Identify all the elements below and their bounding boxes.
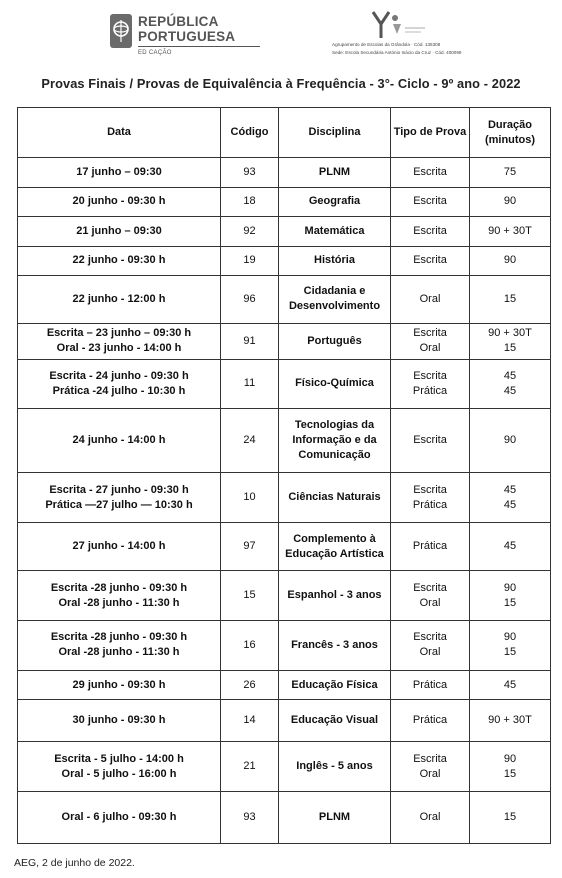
cell-date — [18, 473, 221, 523]
cell-duration — [470, 791, 551, 843]
cell-duration — [470, 323, 551, 359]
cell-date-line: 21 junho – 09:30 — [76, 224, 162, 237]
cell-type-line: Oral — [419, 646, 441, 659]
cell-code: 24 — [221, 409, 279, 473]
cell-date — [18, 409, 221, 473]
cell-type-line: Escrita — [413, 369, 447, 382]
cell-discipline-line: Complemento à — [293, 532, 376, 545]
cell-discipline — [279, 187, 391, 217]
cell-duration-line: 45 — [503, 384, 517, 397]
cell-duration-line: 15 — [503, 810, 517, 823]
cell-date — [18, 742, 221, 792]
cell-date — [18, 323, 221, 359]
cell-discipline-line: Educação Visual — [290, 714, 379, 727]
table-row — [18, 523, 551, 571]
cell-duration — [470, 217, 551, 247]
cell-discipline-line: PLNM — [318, 165, 351, 178]
table-row — [18, 670, 551, 700]
cell-date-line: Escrita -28 junho - 09:30 h — [50, 631, 188, 644]
cell-type — [391, 791, 470, 843]
cell-type-line: Escrita — [413, 165, 447, 178]
cell-code: 92 — [221, 217, 279, 247]
cell-duration-line: 15 — [503, 767, 517, 780]
cell-duration-line: 45 — [503, 369, 517, 382]
cell-discipline — [279, 217, 391, 247]
header-type: Tipo de Prova — [391, 108, 470, 158]
table-row — [18, 742, 551, 792]
cell-type-line: Prática — [412, 384, 448, 397]
cell-duration-line: 90 + 30T — [488, 224, 532, 237]
cell-type-line: Escrita — [413, 631, 447, 644]
cell-duration — [470, 409, 551, 473]
table-row — [18, 359, 551, 409]
cell-discipline-line: Informação e da — [292, 434, 377, 447]
cell-date-line: Escrita – 23 junho – 09:30 h — [46, 327, 192, 340]
cell-discipline-line: Tecnologias da — [294, 419, 375, 432]
cell-discipline — [279, 323, 391, 359]
cell-type — [391, 571, 470, 621]
table-header-row — [18, 108, 551, 158]
cell-type-line: Oral — [419, 596, 441, 609]
cell-duration-line: 90 — [503, 631, 517, 644]
cell-date-line: Escrita - 24 junho - 09:30 h — [49, 369, 189, 382]
cell-duration — [470, 700, 551, 742]
cell-type — [391, 473, 470, 523]
cell-duration — [470, 187, 551, 217]
cell-date-line: Prática —27 julho — 10:30 h — [45, 498, 193, 511]
cell-duration — [470, 276, 551, 324]
cell-discipline — [279, 742, 391, 792]
cell-duration-line: 75 — [503, 165, 517, 178]
cell-code: 96 — [221, 276, 279, 324]
table-row — [18, 700, 551, 742]
cell-type — [391, 323, 470, 359]
cell-code: 18 — [221, 187, 279, 217]
cell-discipline — [279, 246, 391, 276]
cell-type-line: Oral — [419, 342, 441, 355]
table-row — [18, 217, 551, 247]
header-code: Código — [221, 108, 279, 158]
cell-discipline-line: Inglês - 5 anos — [296, 760, 373, 773]
cell-discipline — [279, 276, 391, 324]
header-discipline: Disciplina — [279, 108, 391, 158]
cell-date-line: Escrita - 5 julho - 14:00 h — [54, 752, 184, 765]
page-header — [0, 0, 562, 70]
document-title: Provas Finais / Provas de Equivalência à Frequência - 3°- Ciclo - 9º ano - 2022 — [41, 76, 521, 91]
cell-type — [391, 670, 470, 700]
table-row — [18, 621, 551, 671]
cell-discipline-line: Espanhol - 3 anos — [287, 589, 382, 602]
cell-discipline-line: Cidadania e — [303, 285, 366, 298]
cell-duration-line: 15 — [503, 596, 517, 609]
exam-schedule-table — [17, 107, 551, 844]
cell-date-line: Oral - 6 julho - 09:30 h — [61, 810, 177, 823]
republic-logo-line2: PORTUGUESA — [138, 29, 236, 44]
cell-discipline — [279, 700, 391, 742]
cell-duration-line: 15 — [503, 292, 517, 305]
cell-type-line: Escrita — [413, 581, 447, 594]
header-duration — [470, 108, 551, 158]
cell-type — [391, 158, 470, 188]
cell-code: 14 — [221, 700, 279, 742]
header-duration-line1: Duração — [487, 118, 533, 131]
cell-type-line: Escrita — [413, 224, 447, 237]
cell-type-line: Prática — [412, 498, 448, 511]
cell-date-line: 22 junho - 09:30 h — [72, 254, 166, 267]
cell-date-line: 30 junho - 09:30 h — [72, 714, 166, 727]
cell-discipline-line: Comunicação — [298, 449, 371, 462]
cell-date-line: 24 junho - 14:00 h — [72, 434, 166, 447]
cell-discipline — [279, 409, 391, 473]
cell-code: 15 — [221, 571, 279, 621]
table-row — [18, 409, 551, 473]
cell-duration — [470, 571, 551, 621]
cell-date-line: Escrita - 27 junho - 09:30 h — [49, 483, 189, 496]
cell-date — [18, 621, 221, 671]
cell-code: 93 — [221, 791, 279, 843]
cell-discipline — [279, 359, 391, 409]
cell-duration-line: 15 — [503, 646, 517, 659]
cell-code: 10 — [221, 473, 279, 523]
cell-type-line: Prática — [412, 540, 448, 553]
cell-date-line: 29 junho - 09:30 h — [72, 678, 166, 691]
cell-code: 16 — [221, 621, 279, 671]
cell-date-line: Escrita -28 junho - 09:30 h — [50, 581, 188, 594]
cell-discipline-line: Desenvolvimento — [288, 300, 381, 313]
cell-date — [18, 359, 221, 409]
cell-code: 19 — [221, 246, 279, 276]
cell-type — [391, 621, 470, 671]
cell-type-line: Escrita — [413, 434, 447, 447]
cell-duration-line: 15 — [503, 342, 517, 355]
cell-duration-line: 90 + 30T — [488, 327, 532, 340]
republic-logo-rule — [138, 46, 260, 47]
cell-type-line: Escrita — [413, 254, 447, 267]
cell-date-line: 27 junho - 14:00 h — [72, 540, 166, 553]
cell-date-line: Oral - 5 julho - 16:00 h — [61, 767, 177, 780]
table-row — [18, 473, 551, 523]
cell-discipline-line: Educação Artística — [285, 547, 384, 560]
cell-discipline-line: Geografia — [308, 195, 361, 208]
cell-type — [391, 523, 470, 571]
cell-code: 97 — [221, 523, 279, 571]
cell-date — [18, 276, 221, 324]
cell-discipline-line: Educação Física — [291, 678, 378, 691]
cell-date-line: Prática -24 julho - 10:30 h — [52, 384, 186, 397]
cell-discipline-line: Ciências Naturais — [288, 491, 381, 504]
cell-duration-line: 90 — [503, 434, 517, 447]
republic-logo-line1: REPÚBLICA — [138, 14, 219, 29]
cell-duration — [470, 742, 551, 792]
school-y-logo-icon — [367, 10, 427, 40]
school-logo — [332, 10, 464, 62]
cell-duration-line: 90 — [503, 195, 517, 208]
cell-duration-line: 45 — [503, 540, 517, 553]
cell-date-line: 20 junho - 09:30 h — [72, 195, 166, 208]
cell-duration — [470, 670, 551, 700]
cell-date-line: 22 junho - 12:00 h — [72, 292, 166, 305]
cell-type-line: Oral — [419, 292, 441, 305]
cell-discipline — [279, 523, 391, 571]
cell-type-line: Escrita — [413, 195, 447, 208]
cell-discipline-line: Matemática — [304, 224, 365, 237]
cell-duration — [470, 359, 551, 409]
table-row — [18, 158, 551, 188]
cell-discipline — [279, 670, 391, 700]
cell-type — [391, 217, 470, 247]
cell-discipline — [279, 473, 391, 523]
table-row — [18, 791, 551, 843]
cell-type — [391, 246, 470, 276]
cell-duration-line: 90 — [503, 581, 517, 594]
cell-discipline — [279, 791, 391, 843]
table-row — [18, 246, 551, 276]
cell-date — [18, 246, 221, 276]
cell-date-line: Oral - 23 junho - 14:00 h — [56, 342, 182, 355]
cell-type — [391, 359, 470, 409]
armillary-sphere-icon — [110, 14, 132, 48]
republic-logo-line3: ED CAÇÃO — [138, 50, 172, 56]
cell-code: 11 — [221, 359, 279, 409]
cell-type — [391, 187, 470, 217]
cell-discipline-line: Francês - 3 anos — [291, 638, 378, 651]
cell-type-line: Prática — [412, 678, 448, 691]
cell-date — [18, 187, 221, 217]
cell-date — [18, 670, 221, 700]
table-row — [18, 187, 551, 217]
cell-discipline-line: PLNM — [318, 810, 351, 823]
cell-type-line: Prática — [412, 714, 448, 727]
cell-code: 93 — [221, 158, 279, 188]
cell-duration-line: 45 — [503, 483, 517, 496]
cell-duration-line: 90 — [503, 752, 517, 765]
cell-date — [18, 217, 221, 247]
cell-duration — [470, 473, 551, 523]
cell-type — [391, 276, 470, 324]
cell-date — [18, 158, 221, 188]
footer-date: AEG, 2 de junho de 2022. — [14, 857, 135, 869]
cell-duration — [470, 158, 551, 188]
cell-type-line: Escrita — [413, 327, 447, 340]
cell-duration-line: 45 — [503, 498, 517, 511]
cell-discipline-line: Físico-Química — [295, 377, 374, 390]
cell-type-line: Escrita — [413, 483, 447, 496]
cell-type-line: Oral — [419, 810, 441, 823]
cell-duration-line: 90 + 30T — [488, 714, 532, 727]
cell-duration — [470, 621, 551, 671]
cell-date — [18, 571, 221, 621]
cell-date — [18, 791, 221, 843]
cell-discipline — [279, 158, 391, 188]
header-duration-line2: (minutos) — [484, 133, 536, 146]
cell-code: 91 — [221, 323, 279, 359]
cell-duration — [470, 246, 551, 276]
cell-discipline — [279, 571, 391, 621]
cell-duration — [470, 523, 551, 571]
cell-discipline — [279, 621, 391, 671]
table-row — [18, 276, 551, 324]
cell-date-line: Oral -28 junho - 11:30 h — [58, 596, 180, 609]
school-logo-line1: Agrupamento de Escolas da Grândola · Cód. 135308 — [332, 42, 441, 47]
cell-type — [391, 409, 470, 473]
cell-type-line: Oral — [419, 767, 441, 780]
cell-type — [391, 700, 470, 742]
cell-duration-line: 45 — [503, 678, 517, 691]
header-date: Data — [18, 108, 221, 158]
cell-date — [18, 523, 221, 571]
cell-type — [391, 742, 470, 792]
cell-date — [18, 700, 221, 742]
cell-discipline-line: História — [314, 254, 355, 267]
cell-code: 21 — [221, 742, 279, 792]
table-row — [18, 571, 551, 621]
cell-discipline-line: Português — [307, 334, 362, 347]
cell-code: 26 — [221, 670, 279, 700]
table-row — [18, 323, 551, 359]
school-logo-line2: Sede: Escola Secundária António Inácio da Cruz · Cód. 400099 — [332, 50, 462, 55]
cell-date-line: Oral -28 junho - 11:30 h — [58, 646, 180, 659]
cell-date-line: 17 junho – 09:30 — [76, 165, 162, 178]
cell-type-line: Escrita — [413, 752, 447, 765]
cell-duration-line: 90 — [503, 254, 517, 267]
